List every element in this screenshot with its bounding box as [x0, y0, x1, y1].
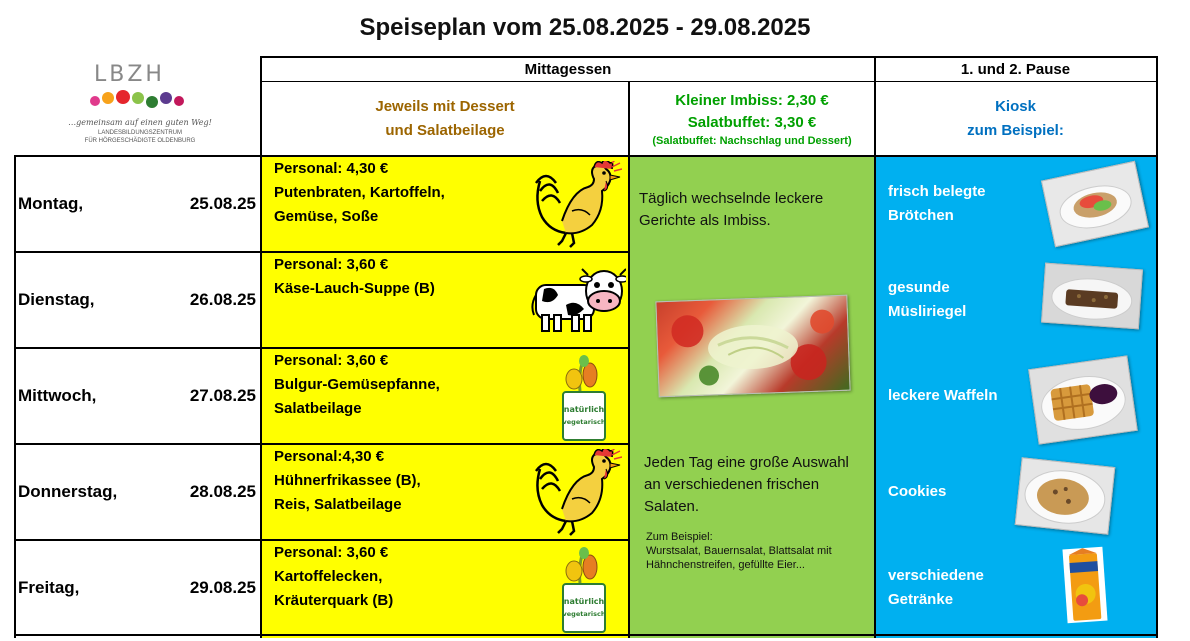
day-date: 26.08.25 — [189, 290, 256, 309]
header-pause: 1. und 2. Pause — [960, 60, 1071, 78]
day-row-3 — [18, 445, 258, 539]
header-kiosk-line-2: zum Beispiel: — [967, 121, 1064, 139]
day-date: 28.08.25 — [189, 482, 256, 501]
waffeln-photo — [1028, 355, 1138, 444]
menu-line: Käse-Lauch-Suppe (B) — [274, 280, 435, 297]
day-name: Donnerstag, — [18, 482, 118, 501]
logo-subtitle-1: LANDESBILDUNGSZENTRUM — [97, 130, 182, 136]
menu-line: Kräuterquark (B) — [274, 592, 394, 609]
header-main-line-2: und Salatbeilage — [385, 121, 505, 139]
day-name: Mittwoch, — [18, 386, 97, 405]
imbiss-text-2: Jeden Tag eine große Auswahl an verschiedenen frischen Salaten. — [644, 454, 849, 515]
rooster-icon — [532, 161, 622, 254]
menu-line: Personal: 3,60 € — [274, 544, 389, 561]
menu-0 — [274, 157, 534, 229]
menu-line: Personal: 4,30 € — [274, 160, 389, 177]
kiosk-item-2 — [888, 384, 1038, 408]
menu-line: Reis, Salatbeilage — [274, 496, 402, 513]
cookies-photo — [1015, 457, 1116, 534]
header-imbiss-line-3: (Salatbuffet: Nachschlag und Dessert) — [652, 134, 852, 147]
day-row-2 — [18, 349, 258, 443]
day-date: 25.08.25 — [189, 194, 256, 213]
menu-line: Personal:4,30 € — [274, 448, 385, 465]
vegetarian-icon — [560, 353, 604, 439]
muesliriegel-photo — [1041, 263, 1143, 330]
veg-label-2: vegetarisch — [562, 610, 606, 618]
page-title: Speiseplan vom 25.08.2025 - 29.08.2025 — [359, 14, 811, 41]
day-date: 29.08.25 — [189, 578, 256, 597]
veg-label-2: vegetarisch — [562, 418, 606, 426]
menu-line: Salatbeilage — [274, 400, 362, 417]
kiosk-item-line: leckere Waffeln — [888, 387, 998, 404]
kiosk-item-1 — [888, 276, 1038, 324]
lbzh-logo — [60, 62, 220, 152]
header-mittagessen: Mittagessen — [524, 60, 612, 78]
day-row-1 — [18, 253, 258, 347]
kiosk-item-line: verschiedene — [888, 567, 984, 584]
header-kiosk-line-1: Kiosk — [995, 97, 1036, 115]
kiosk-item-line: frisch belegte — [888, 183, 986, 200]
menu-line: Bulgur-Gemüsepfanne, — [274, 376, 440, 393]
header-imbiss — [629, 82, 875, 155]
logo-subtitle-2: FÜR HÖRGESCHÄDIGTE OLDENBURG — [84, 138, 196, 144]
vegetarian-icon — [560, 545, 604, 631]
menu-line: Personal: 3,60 € — [274, 256, 389, 273]
menu-2 — [274, 349, 534, 421]
kiosk-item-0 — [888, 180, 1038, 228]
header-main-course — [261, 82, 629, 155]
header-imbiss-line-2: Salatbuffet: 3,30 € — [687, 113, 817, 131]
menu-line: Kartoffelecken, — [274, 568, 383, 585]
imbiss-example-title: Zum Beispiel: — [646, 531, 713, 543]
menu-line: Personal: 3,60 € — [274, 352, 389, 369]
kiosk-item-line: Müsliriegel — [888, 303, 967, 320]
kiosk-item-line: Cookies — [888, 483, 947, 500]
header-main-line-1: Jeweils mit Dessert — [375, 97, 515, 115]
header-imbiss-line-1: Kleiner Imbiss: 2,30 € — [675, 91, 829, 109]
imbiss-examples: Wurstsalat, Bauernsalat, Blattsalat mit Hähnchenstreifen, gefüllte Eier... — [646, 545, 832, 571]
menu-4 — [274, 541, 534, 613]
day-date: 27.08.25 — [189, 386, 256, 405]
menu-line: Gemüse, Soße — [274, 208, 379, 225]
menu-3 — [274, 445, 534, 517]
imbiss-text-1: Täglich wechselnde leckere Gerichte als Imbiss. — [639, 190, 824, 229]
veg-label-1: natürlich — [563, 597, 605, 606]
menu-1 — [274, 253, 534, 301]
kiosk-item-line: Getränke — [888, 591, 954, 608]
getraenke-photo — [1062, 547, 1107, 624]
menu-line: Putenbraten, Kartoffeln, — [274, 184, 445, 201]
kiosk-item-line: Brötchen — [888, 207, 954, 224]
day-row-4 — [18, 541, 258, 635]
rooster-icon — [532, 449, 622, 542]
salad-photo — [655, 295, 850, 398]
cow-icon — [530, 265, 626, 342]
kiosk-item-line: gesunde — [888, 279, 950, 296]
veg-label-1: natürlich — [563, 405, 605, 414]
menu-line: Hühnerfrikassee (B), — [274, 472, 421, 489]
header-kiosk — [875, 82, 1156, 155]
logo-text: LBZH — [94, 62, 165, 87]
kiosk-item-3 — [888, 480, 1038, 504]
logo-slogan: …gemeinsam auf einen guten Weg! — [68, 118, 212, 127]
day-name: Freitag, — [18, 578, 80, 597]
day-name: Montag, — [18, 194, 84, 213]
day-name: Dienstag, — [18, 290, 95, 309]
day-row-0 — [18, 157, 258, 251]
kiosk-item-4 — [888, 564, 1038, 612]
